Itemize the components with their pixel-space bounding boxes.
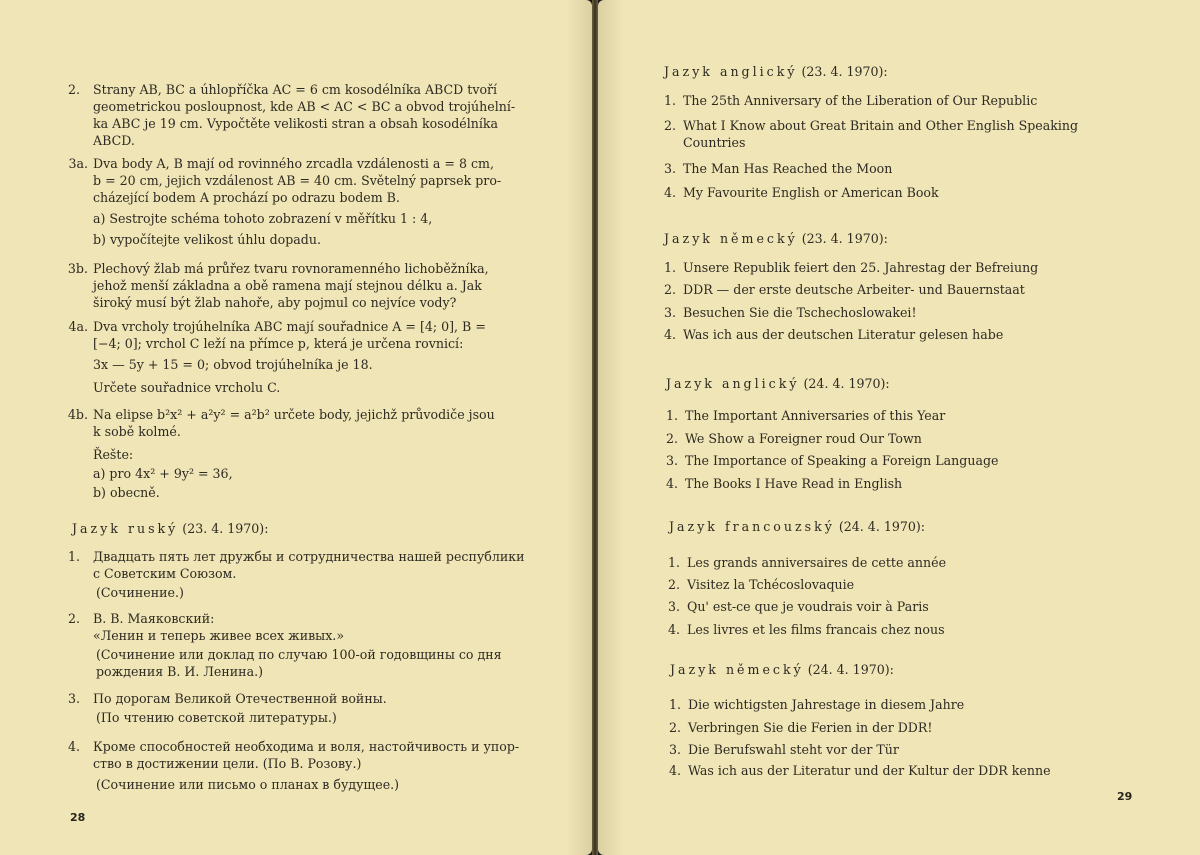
topic-number: 3. [667,599,680,614]
topic-number: 1. [663,93,676,108]
section-heading-german-2 [670,661,894,678]
subitem-a: a) pro 4x² + 9y² = 36, [93,466,233,481]
topic-note: (Сочинение или доклад по случаю 100-ой годовщины со дня [96,647,502,662]
section-language: Jazyk francouzský [669,519,835,534]
topic-text-line: Was ich aus der deutschen Literatur gelesen habe [683,327,1004,342]
page-number-left: 28 [70,811,86,824]
topic-text-line: We Show a Foreigner roud Our Town [685,431,922,446]
section-language: Jazyk anglický [666,376,800,391]
topic-text-line: «Ленин и теперь живее всех живых.» [93,628,345,643]
problem-text-line: [−4; 0]; vrchol C leží na přímce p, která je určena rovnicí: [93,336,464,351]
topic-text-line: What I Know about Great Britain and Other English Speaking [683,118,1079,133]
topic-number: 2. [67,611,80,626]
topic-note: (Сочинение.) [96,585,184,600]
topic-number: 1. [67,549,80,564]
problem-text-line: cházející bodem A prochází po odrazu bodem B. [93,190,400,205]
section-date: (24. 4. 1970): [838,519,926,534]
section-heading-english-1 [664,63,888,80]
section-language: Jazyk německý [664,231,798,246]
problem-number: 3b. [67,261,88,276]
topic-number: 1. [668,697,681,712]
problem-number: 2. [67,82,80,97]
topic-number: 2. [663,118,676,133]
topic-text-line: The Books I Have Read in English [685,476,903,491]
section-language: Jazyk ruský [72,521,179,536]
problem-text-line: jehož menší základna a obě ramena mají stejnou délku a. Jak [93,278,482,293]
left-page [0,0,592,855]
topic-number: 2. [663,282,676,297]
section-language: Jazyk německý [670,662,804,677]
topic-text-line: Was ich aus der Literatur und der Kultur der DDR kenne [688,763,1051,778]
section-date: (23. 4. 1970): [182,521,269,536]
topic-text-line: Countries [683,135,746,150]
topic-text-line: с Советским Союзом. [93,566,237,581]
equation-line: 3x — 5y + 15 = 0; obvod trojúhelníka je 18. [93,357,373,372]
problem-number: 4a. [68,319,88,334]
topic-text-line: ство в достижении цели. (По В. Розову.) [93,756,362,771]
topic-number: 4. [667,622,680,637]
topic-text-line: По дорогам Великой Отечественной войны. [93,691,387,706]
problem-number: 3a. [68,156,88,171]
topic-number: 4. [67,739,80,754]
topic-number: 4. [663,327,676,342]
problem-text-line: geometrickou posloupnost, kde AB < AC < BC a obvod trojúhelní- [93,99,516,114]
topic-text-line: Les grands anniversaires de cette année [687,555,947,570]
topic-number: 1. [665,408,678,423]
section-heading-english-2 [666,375,890,392]
topic-note: (Сочинение или письмо о планах в будущее.) [96,777,400,792]
topic-text-line: DDR — der erste deutsche Arbeiter- und Bauernstaat [683,282,1025,297]
topic-text-line: Двадцать пять лет дружбы и сотрудничества нашей республики [93,549,525,564]
problem-text-line: Plechový žlab má průřez tvaru rovnoramenného lichoběžníka, [93,261,489,276]
topic-text-line: The Importance of Speaking a Foreign Language [685,453,999,468]
subitem-b: b) obecně. [93,485,160,500]
topic-text-line: Besuchen Sie die Tschechoslowakei! [683,305,917,320]
problem-text-line: ABCD. [93,133,135,148]
section-heading-russian [72,520,268,537]
section-date: (23. 4. 1970): [801,64,888,79]
problem-text-line: ka ABC je 19 cm. Vypočtěte velikosti stran a obsah kosodélníka [93,116,499,131]
problem-text-line: Dva vrcholy trojúhelníka ABC mají souřadnice A = [4; 0], B = [93,319,486,334]
subitem-b: b) vypočítejte velikost úhlu dopadu. [93,232,321,247]
topic-number: 2. [668,720,681,735]
section-heading-french [669,518,925,535]
section-heading-german-1 [664,230,888,247]
topic-number: 3. [668,742,681,757]
problem-text-line: Řešte: [93,447,134,462]
topic-note: (По чтению советской литературы.) [96,710,337,725]
topic-text-line: Qu' est-ce que je voudrais voir à Paris [687,599,929,614]
topic-number: 2. [665,431,678,446]
topic-text-line: В. В. Маяковский: [93,611,215,626]
topic-number: 3. [663,305,676,320]
topic-text-line: The Important Anniversaries of this Year [685,408,946,423]
problem-text-line: Dva body A, B mají od rovinného zrcadla vzdálenosti a = 8 cm, [93,156,495,171]
problem-text-line: b = 20 cm, jejich vzdálenost AB = 40 cm. Světelný paprsek pro- [93,173,502,188]
topic-number: 3. [663,161,676,176]
problem-text-line: široký musí být žlab nahoře, aby pojmul co nejvíce vody? [93,295,457,310]
topic-number: 4. [663,185,676,200]
topic-text-line: Die Berufswahl steht vor der Tür [688,742,899,757]
topic-text-line: The Man Has Reached the Moon [683,161,893,176]
problem-number: 4b. [67,407,88,422]
section-language: Jazyk anglický [664,64,798,79]
problem-text-line: Na elipse b²x² + a²y² = a²b² určete body, jejichž průvodiče jsou [93,407,495,422]
topic-text-line: Verbringen Sie die Ferien in der DDR! [688,720,933,735]
page-number-right: 29 [1117,790,1133,803]
topic-number: 1. [667,555,680,570]
topic-text-line: Die wichtigsten Jahrestage in diesem Jahre [688,697,965,712]
topic-text-line: Visitez la Tchécoslovaquie [687,577,855,592]
topic-text-line: The 25th Anniversary of the Liberation of Our Republic [683,93,1038,108]
topic-number: 4. [668,763,681,778]
topic-number: 3. [665,453,678,468]
topic-note: рождения В. И. Ленина.) [96,664,263,679]
topic-text-line: Кроме способностей необходима и воля, настойчивость и упор- [93,739,520,754]
right-page [598,0,1200,855]
section-date: (23. 4. 1970): [801,231,888,246]
topic-text-line: Unsere Republik feiert den 25. Jahrestag der Befreiung [683,260,1039,275]
problem-text-line: k sobě kolmé. [93,424,181,439]
topic-text-line: Les livres et les films francais chez nous [687,622,945,637]
topic-text-line: My Favourite English or American Book [683,185,939,200]
problem-text-line: Určete souřadnice vrcholu C. [93,380,281,395]
subitem-a: a) Sestrojte schéma tohoto zobrazení v měřítku 1 : 4, [93,211,433,226]
problem-text-line: Strany AB, BC a úhlopříčka AC = 6 cm kosodélníka ABCD tvoří [93,82,498,97]
topic-number: 3. [67,691,80,706]
topic-number: 4. [665,476,678,491]
topic-number: 1. [663,260,676,275]
section-date: (24. 4. 1970): [803,376,890,391]
section-date: (24. 4. 1970): [807,662,894,677]
topic-number: 2. [667,577,680,592]
